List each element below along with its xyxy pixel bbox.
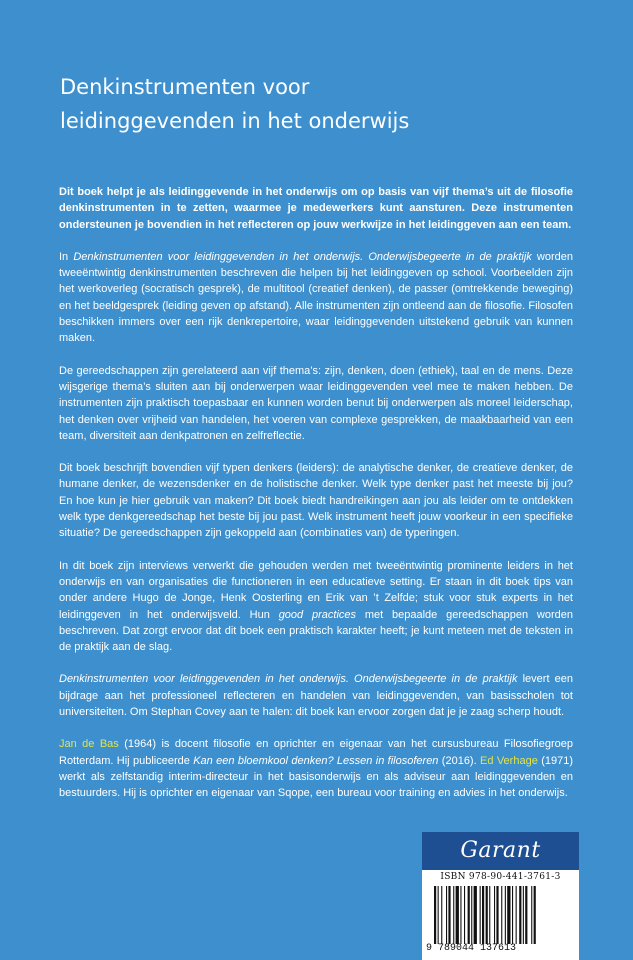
barcode-bar [474,886,477,944]
author1-name: Jan de Bas [59,738,119,751]
author2-name: Ed Verhage [480,754,538,767]
barcode-bar [453,886,454,944]
barcode-bar [468,886,470,944]
barcode-bar [438,886,439,944]
barcode-bar [534,886,536,944]
barcode-bar [516,886,517,944]
barcode-bar [486,886,488,944]
author1-book: Kan een bloemkool denken? Lessen in filosoferen [193,754,439,767]
p6-post: levert een bijdrage aan het professioneel reflecteren en handelen van leidinggevenden, van basisscholen tot universiteiten. Om Stephan Covey aan te halen: dit boek kan ervoor zorgen dat je je zaag scherp houdt. [59,673,573,719]
intro-paragraph: Dit boek helpt je als leidinggevende in het onderwijs om op basis van vijf thema’s uit de filosofie denkinstrumenten in te zetten, waarmee je medewerkers kunt aansturen. Deze instrumenten ondersteunen je bovendien in het reflecteren op jouw werkwijze in het leidinggeven aan een team. [59,186,573,231]
barcode-bar [471,886,472,944]
barcode-bar [464,886,465,944]
barcode-bar [446,886,447,944]
barcode-bar [434,886,436,944]
title-line-1: Denkinstrumenten voor [60,75,310,99]
barcode-bar [441,886,442,944]
barcode-icon [434,886,568,944]
publisher-logo: Garant [422,832,579,870]
p2-pre: In [59,250,74,263]
paragraph-3: De gereedschappen zijn gerelateerd aan vijf thema’s: zijn, denken, doen (ethiek), taal en de mens. Deze wijsgerige thema’s sluiten aan bij onderwerpen waar leidinggevenden veel mee te maken hebben. De instrumenten zijn praktisch toepasbaar en kunnen worden benut bij onderwerpen als moreel leiderschap, het denken over vrijheid van handelen, het voeren van complexe gesprekken, de maakbaarheid van een team, diversiteit aan denkpatronen en zelfreflectie. [59,364,573,442]
barcode-bar [519,886,521,944]
title-line-2: leidinggevenden in het onderwijs [60,109,410,133]
barcode-panel [422,832,579,960]
book-title [60,70,580,138]
barcode-bar [496,886,498,944]
barcode-bar [523,886,524,944]
barcode-bar [448,886,450,944]
barcode-bar [456,886,459,944]
paragraph-4: Dit boek beschrijft bovendien vijf typen denkers (leiders): de analytische denker, de creatieve denker, de humane denker, de wezensdenker en de holistische denker. Welk type denker past het meeste bij jou? En hoe kun je hier gebruik van maken? Dit boek biedt handreikingen aan jou als leider om te ontdekken welk type denkgereedschap het beste bij jou past. Welk instrument heeft jouw voorkeur in een specifieke situatie? De gereedschappen zijn gekoppeld aan (combinaties van) de typeringen. [59,462,573,540]
barcode-bar [531,886,532,944]
barcode-bar [460,886,461,944]
barcode-bar [482,886,484,944]
barcode-bar [505,886,506,944]
author-bio [59,736,573,801]
author2-text: (1971) werkt als zelfstandig interim-directeur in het basisonderwijs en als adviseur aan leidinggevenden en bestuurders. Hij is oprichter en eigenaar van Sqope, een bureau voor training en advies in het onderwijs. [59,754,573,800]
paragraph-5 [59,558,573,656]
barcode-bar [494,886,495,944]
barcode-bar [525,886,527,944]
p5-post: met bepaalde gereedschappen worden beschreven. Dat zorgt ervoor dat dit boek een praktisch karakter heeft; je kunt meteen met de teksten in de praktijk aan de slag. [59,608,573,654]
blurb [59,184,573,818]
barcode-bar [512,886,513,944]
p2-post: worden tweeëntwintig denkinstrumenten beschreven die helpen bij het leidinggeven op school. Voorbeelden zijn het werkoverleg (socratisch gesprek), de multitool (creatief denken), de passer (omtrekkende beweging) en het beeldgesprek (leiding geven op afstand). Alle instrumenten zijn ontleend aan de filosofie. Filosofen beschikken immers over een rijk denkrepertoire, waar leidinggevenden uitstekend gebruik van kunnen maken. [59,250,574,345]
paragraph-6 [59,671,573,720]
barcode-bar [480,886,481,944]
barcode-digits: 9 789044 137613 [426,943,517,954]
p5-pre: In dit boek zijn interviews verwerkt die gehouden werden met tweeëntwintig prominente leiders in het onderwijs en van organisaties die functioneren in een educatieve setting. Er staan in dit boek tips van onder andere Hugo de Jonge, Henk Oosterling en Erik van ’t Zelfde; stuk voor stuk experts in het leidinggeven in het onderwijsveld. Hun [59,559,573,621]
isbn-label: ISBN 978-90-441-3761-3 [440,872,561,882]
p5-em: good practices [278,608,357,621]
p6-book-title: Denkinstrumenten voor leidinggevenden in het onderwijs. Onderwijsbegeerte in de praktijk [59,673,518,686]
p2-book-title: Denkinstrumenten voor leidinggevenden in het onderwijs. Onderwijsbegeerte in de praktijk [73,250,532,263]
paragraph-2 [59,249,573,347]
author1-year: (2016). [438,754,481,767]
barcode-bar [489,886,490,944]
author1-text: (1964) is docent filosofie en oprichter en eigenaar van het cursusbureau Filosofiegroep Rotterdam. Hij publiceerde [59,738,573,767]
barcode-bar [501,886,502,944]
barcode-bar [507,886,510,944]
